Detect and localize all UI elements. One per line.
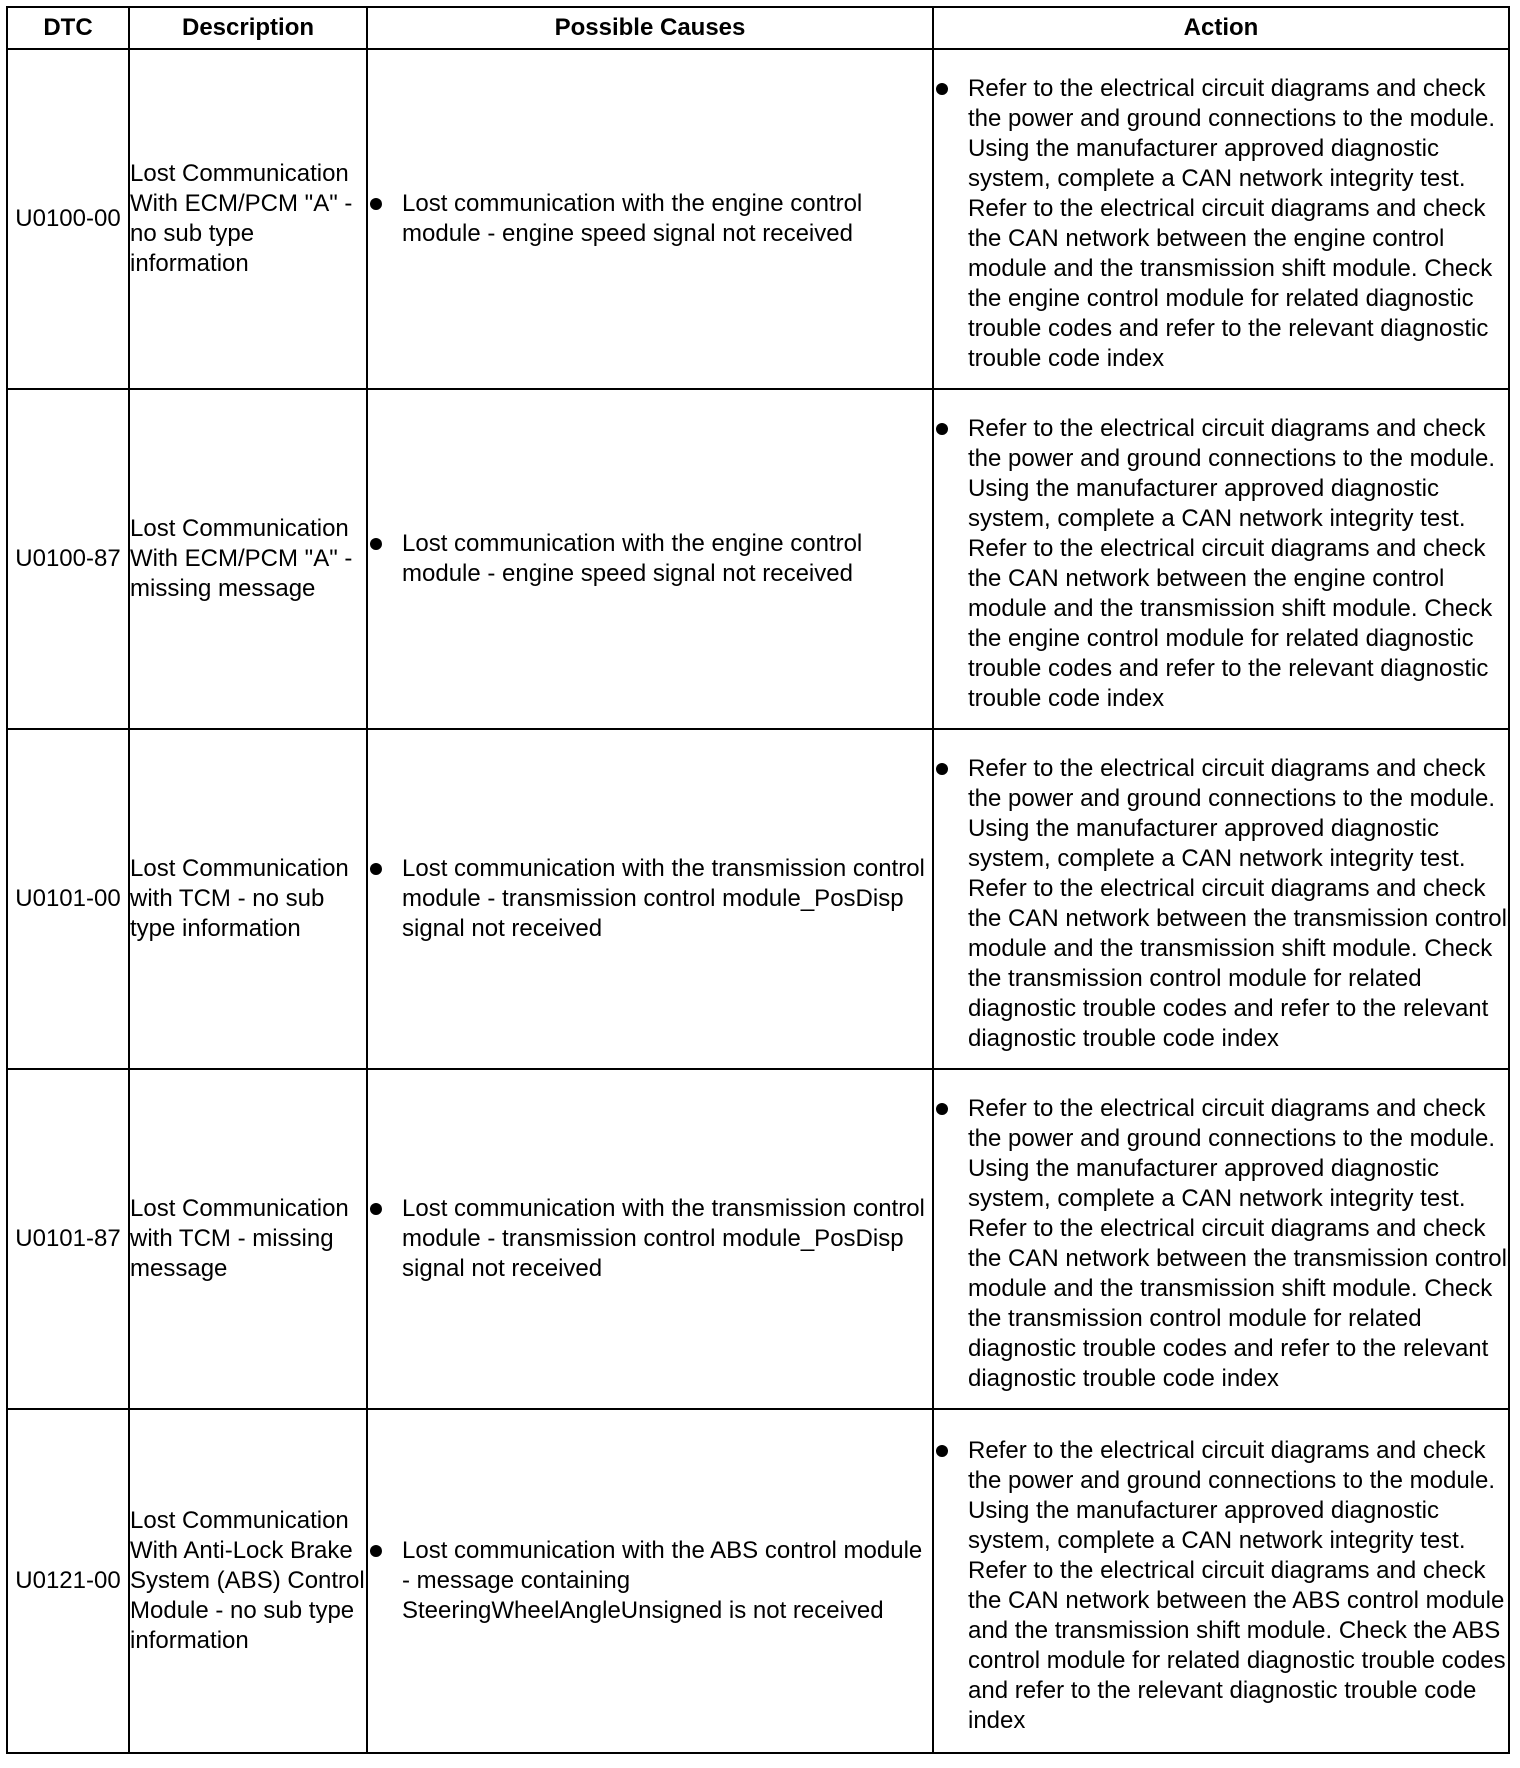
dtc-code: U0101-87 [7, 1069, 129, 1409]
dtc-code: U0100-00 [7, 49, 129, 389]
cause-text: Lost communication with the engine control module - engine speed signal not received [402, 530, 863, 587]
dtc-code: U0100-87 [7, 389, 129, 729]
cause-text: Lost communication with the ABS control module - message containing SteeringWheelAngleUnsigned is not received [402, 1537, 923, 1624]
dtc-table [6, 6, 1510, 1754]
table-row [7, 1069, 1509, 1409]
action-text: Refer to the electrical circuit diagrams and check the power and ground connections to the module. Using the manufacturer approved diagnostic system, complete a CAN network integrity test. Refer to the electrical circuit diagrams and check the CAN network between the engine control module and the transmission shift module. Check the engine control module for related diagnostic trouble codes and refer to the relevant diagnostic trouble code index [968, 415, 1496, 712]
dtc-description: Lost Communication With ECM/PCM "A" - no sub type information [129, 49, 367, 389]
dtc-code: U0121-00 [7, 1409, 129, 1753]
action-item [934, 744, 1508, 1054]
bullet-icon [368, 1194, 402, 1224]
dtc-code: U0101-00 [7, 729, 129, 1069]
header-description: Description [129, 7, 367, 49]
bullet-icon [368, 529, 402, 559]
dtc-description: Lost Communication with TCM - missing message [129, 1069, 367, 1409]
action-item [934, 64, 1508, 374]
header-action: Action [933, 7, 1509, 49]
action-item [934, 404, 1508, 714]
dtc-description: Lost Communication With ECM/PCM "A" - missing message [129, 389, 367, 729]
possible-causes-cell [367, 389, 933, 729]
cause-item [368, 1536, 932, 1626]
bullet-icon [368, 189, 402, 219]
action-cell [933, 1069, 1509, 1409]
possible-causes-cell [367, 49, 933, 389]
bullet-icon [934, 754, 968, 784]
action-cell [933, 1409, 1509, 1753]
possible-causes-cell [367, 1409, 933, 1753]
possible-causes-cell [367, 1069, 933, 1409]
dtc-description: Lost Communication with TCM - no sub type information [129, 729, 367, 1069]
bullet-icon [368, 1536, 402, 1566]
dtc-description: Lost Communication With Anti-Lock Brake System (ABS) Control Module - no sub type information [129, 1409, 367, 1753]
action-item [934, 1426, 1508, 1736]
action-text: Refer to the electrical circuit diagrams and check the power and ground connections to the module. Using the manufacturer approved diagnostic system, complete a CAN network integrity test. Refer to the electrical circuit diagrams and check the CAN network between the transmission control module and the transmission shift module. Check the transmission control module for related diagnostic trouble codes and refer to the relevant diagnostic trouble code index [968, 1095, 1507, 1392]
header-dtc: DTC [7, 7, 129, 49]
bullet-icon [368, 854, 402, 884]
action-item [934, 1084, 1508, 1394]
bullet-icon [934, 1436, 968, 1466]
cause-item [368, 529, 932, 589]
action-cell [933, 49, 1509, 389]
cause-text: Lost communication with the transmission control module - transmission control module_PosDisp signal not received [402, 855, 925, 942]
cause-item [368, 854, 932, 944]
cause-text: Lost communication with the transmission control module - transmission control module_PosDisp signal not received [402, 1195, 925, 1282]
cause-text: Lost communication with the engine control module - engine speed signal not received [402, 190, 863, 247]
cause-item [368, 1194, 932, 1284]
action-text: Refer to the electrical circuit diagrams and check the power and ground connections to the module. Using the manufacturer approved diagnostic system, complete a CAN network integrity test. Refer to the electrical circuit diagrams and check the CAN network between the engine control module and the transmission shift module. Check the engine control module for related diagnostic trouble codes and refer to the relevant diagnostic trouble code index [968, 75, 1496, 372]
table-row [7, 1409, 1509, 1753]
bullet-icon [934, 414, 968, 444]
header-row [7, 7, 1509, 49]
action-cell [933, 389, 1509, 729]
cause-item [368, 189, 932, 249]
bullet-icon [934, 74, 968, 104]
header-possible-causes: Possible Causes [367, 7, 933, 49]
action-cell [933, 729, 1509, 1069]
action-text: Refer to the electrical circuit diagrams and check the power and ground connections to the module. Using the manufacturer approved diagnostic system, complete a CAN network integrity test. Refer to the electrical circuit diagrams and check the CAN network between the transmission control module and the transmission shift module. Check the transmission control module for related diagnostic trouble codes and refer to the relevant diagnostic trouble code index [968, 755, 1507, 1052]
possible-causes-cell [367, 729, 933, 1069]
table-row [7, 729, 1509, 1069]
table-row [7, 49, 1509, 389]
bullet-icon [934, 1094, 968, 1124]
table-row [7, 389, 1509, 729]
action-text: Refer to the electrical circuit diagrams and check the power and ground connections to the module. Using the manufacturer approved diagnostic system, complete a CAN network integrity test. Refer to the electrical circuit diagrams and check the CAN network between the ABS control module and the transmission shift module. Check the ABS control module for related diagnostic trouble codes and refer to the relevant diagnostic trouble code index [968, 1437, 1506, 1734]
